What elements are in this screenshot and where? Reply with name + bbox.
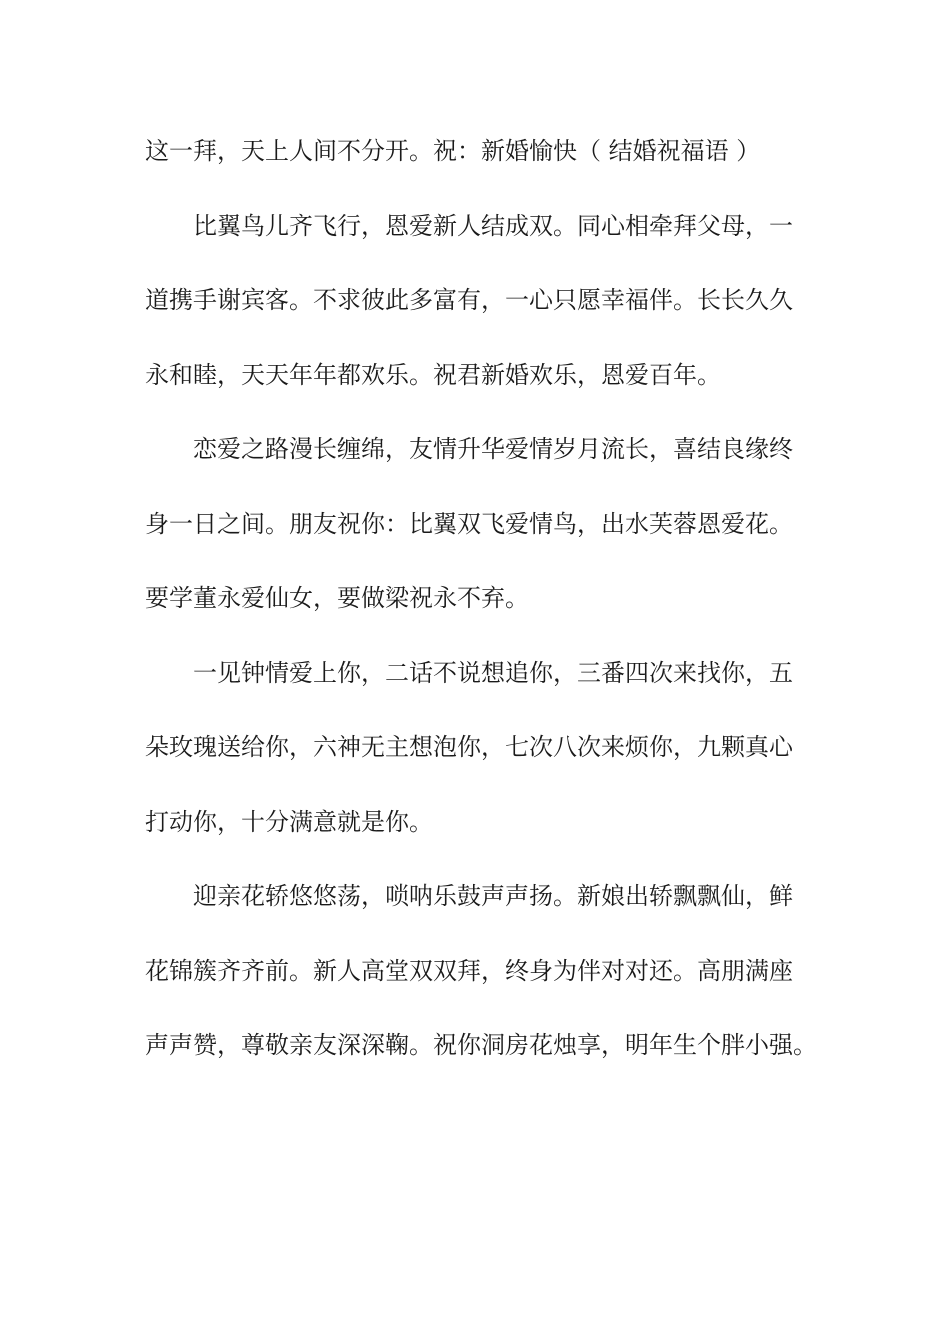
text-line: 打动你，十分满意就是你。 [145,807,433,836]
paragraph-first-line: 迎亲花轿悠悠荡，唢呐乐鼓声声扬。新娘出轿飘飘仙，鲜 [193,882,793,910]
text-line: 身一日之间。朋友祝你：比翼双飞爱情鸟，出水芙蓉恩爱花。 [145,509,793,538]
text-line: 朵玫瑰送给你，六神无主想泡你，七次八次来烦你，九颗真心 [145,733,793,761]
text-line: 道携手谢宾客。不求彼此多富有，一心只愿幸福伴。长长久久 [145,286,793,314]
text-line: 这一拜，天上人间不分开。祝：新婚愉快（ 结婚祝福语 ） [145,137,761,165]
paragraph-first-line: 一见钟情爱上你，二话不说想追你，三番四次来找你，五 [193,658,793,687]
paragraph-first-line: 比翼鸟儿齐飞行，恩爱新人结成双。同心相牵拜父母，一 [193,211,793,240]
paragraph-first-line: 恋爱之路漫长缠绵，友情升华爱情岁月流长，喜结良缘终 [193,435,793,463]
text-line: 声声赞，尊敬亲友深深鞠。祝你洞房花烛享，明年生个胖小强。 [145,1031,817,1059]
text-line: 花锦簇齐齐前。新人高堂双双拜，终身为伴对对还。高朋满座 [145,956,793,985]
text-line: 永和睦，天天年年都欢乐。祝君新婚欢乐，恩爱百年。 [145,360,721,389]
document-body [145,128,817,1097]
text-line: 要学董永爱仙女，要做梁祝永不弃。 [145,584,529,612]
